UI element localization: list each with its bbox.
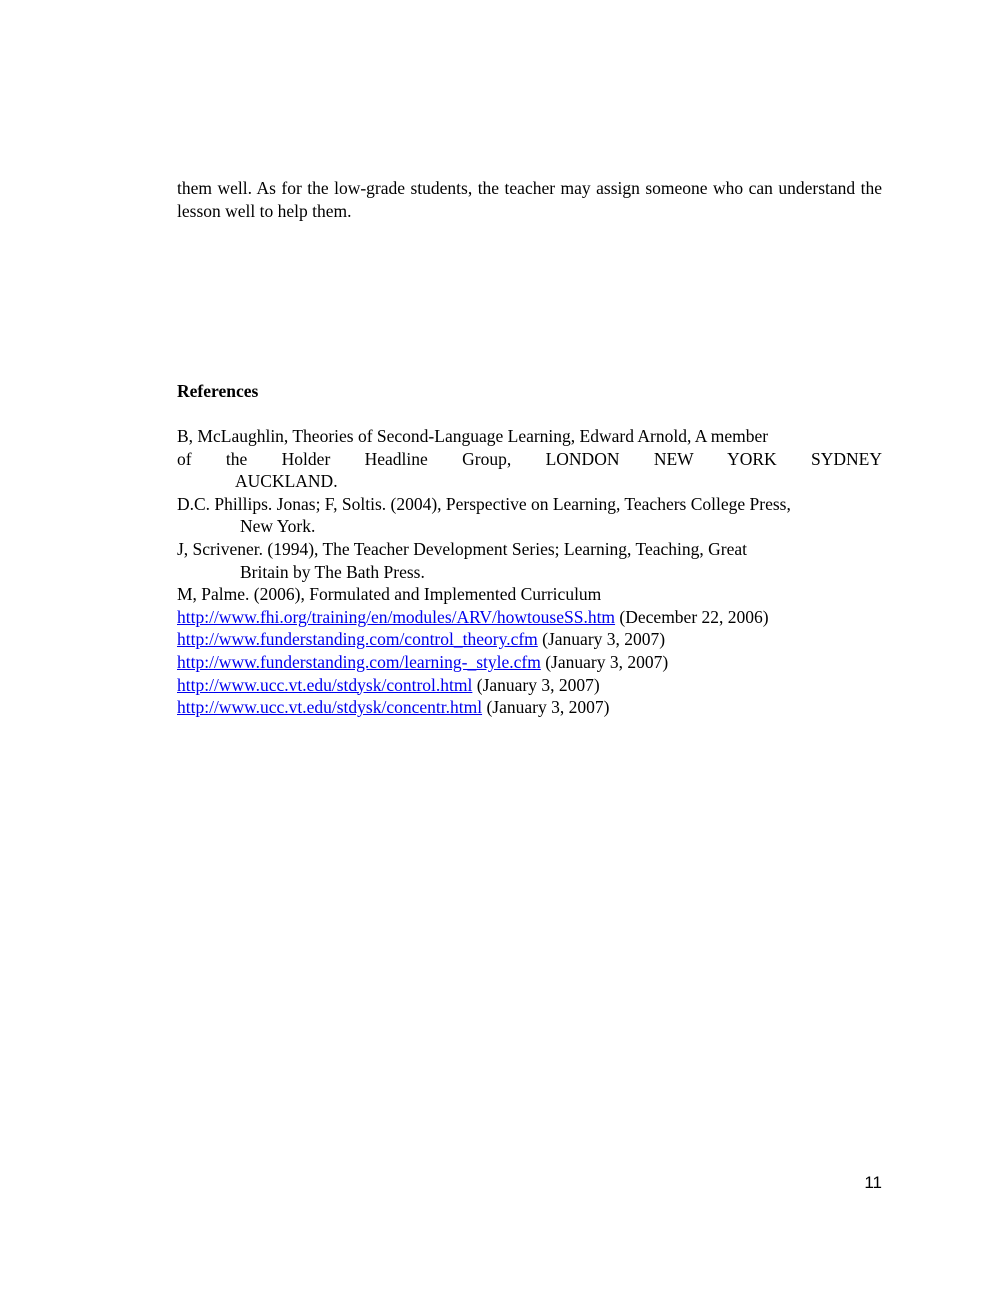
body-paragraph: them well. As for the low-grade students, the teacher may assign someone who can understand the lesson well to help them. (177, 178, 882, 221)
reference-link-line (177, 651, 882, 674)
reference-link[interactable]: http://www.funderstanding.com/control_theory.cfm (177, 629, 538, 650)
reference-link[interactable]: http://www.funderstanding.com/learning-_style.cfm (177, 651, 541, 672)
reference-entry (177, 538, 882, 583)
reference-link[interactable]: http://www.ucc.vt.edu/stdysk/concentr.html (177, 697, 483, 718)
page-number: 11 (864, 1173, 882, 1192)
reference-link-line (177, 674, 882, 697)
reference-text: D.C. Phillips. Jonas; F, Soltis. (2004), Perspective on Learning, Teachers College Press, (177, 493, 791, 514)
reference-link-line (177, 606, 882, 629)
reference-continuation: Britain by The Bath Press. (240, 561, 425, 582)
reference-link-date: (January 3, 2007) (482, 697, 610, 718)
reference-link-date: (January 3, 2007) (540, 651, 669, 672)
references-list (177, 425, 882, 719)
reference-entry (177, 493, 882, 538)
reference-continuation: AUCKLAND. (235, 471, 338, 492)
reference-link-date: (January 3, 2007) (537, 629, 666, 650)
reference-text: M, Palme. (2006), Formulated and Implemented Curriculum (177, 584, 602, 605)
reference-link-date: (December 22, 2006) (615, 606, 769, 627)
reference-continuation: of the Holder Headline Group, LONDON NEW YORK SYDNEY (177, 448, 882, 469)
reference-link-line (177, 696, 882, 719)
reference-entry (177, 583, 882, 606)
reference-text: B, McLaughlin, Theories of Second-Language Learning, Edward Arnold, A member (177, 426, 769, 446)
reference-continuation: New York. (240, 516, 316, 537)
references-heading: References (177, 381, 259, 401)
reference-entry (177, 425, 882, 493)
reference-link[interactable]: http://www.ucc.vt.edu/stdysk/control.html (177, 674, 473, 695)
reference-link-line (177, 628, 882, 651)
reference-link[interactable]: http://www.fhi.org/training/en/modules/ARV/howtouseSS.htm (177, 606, 616, 627)
reference-link-date: (January 3, 2007) (472, 674, 600, 695)
reference-text: J, Scrivener. (1994), The Teacher Development Series; Learning, Teaching, Great (177, 538, 747, 559)
